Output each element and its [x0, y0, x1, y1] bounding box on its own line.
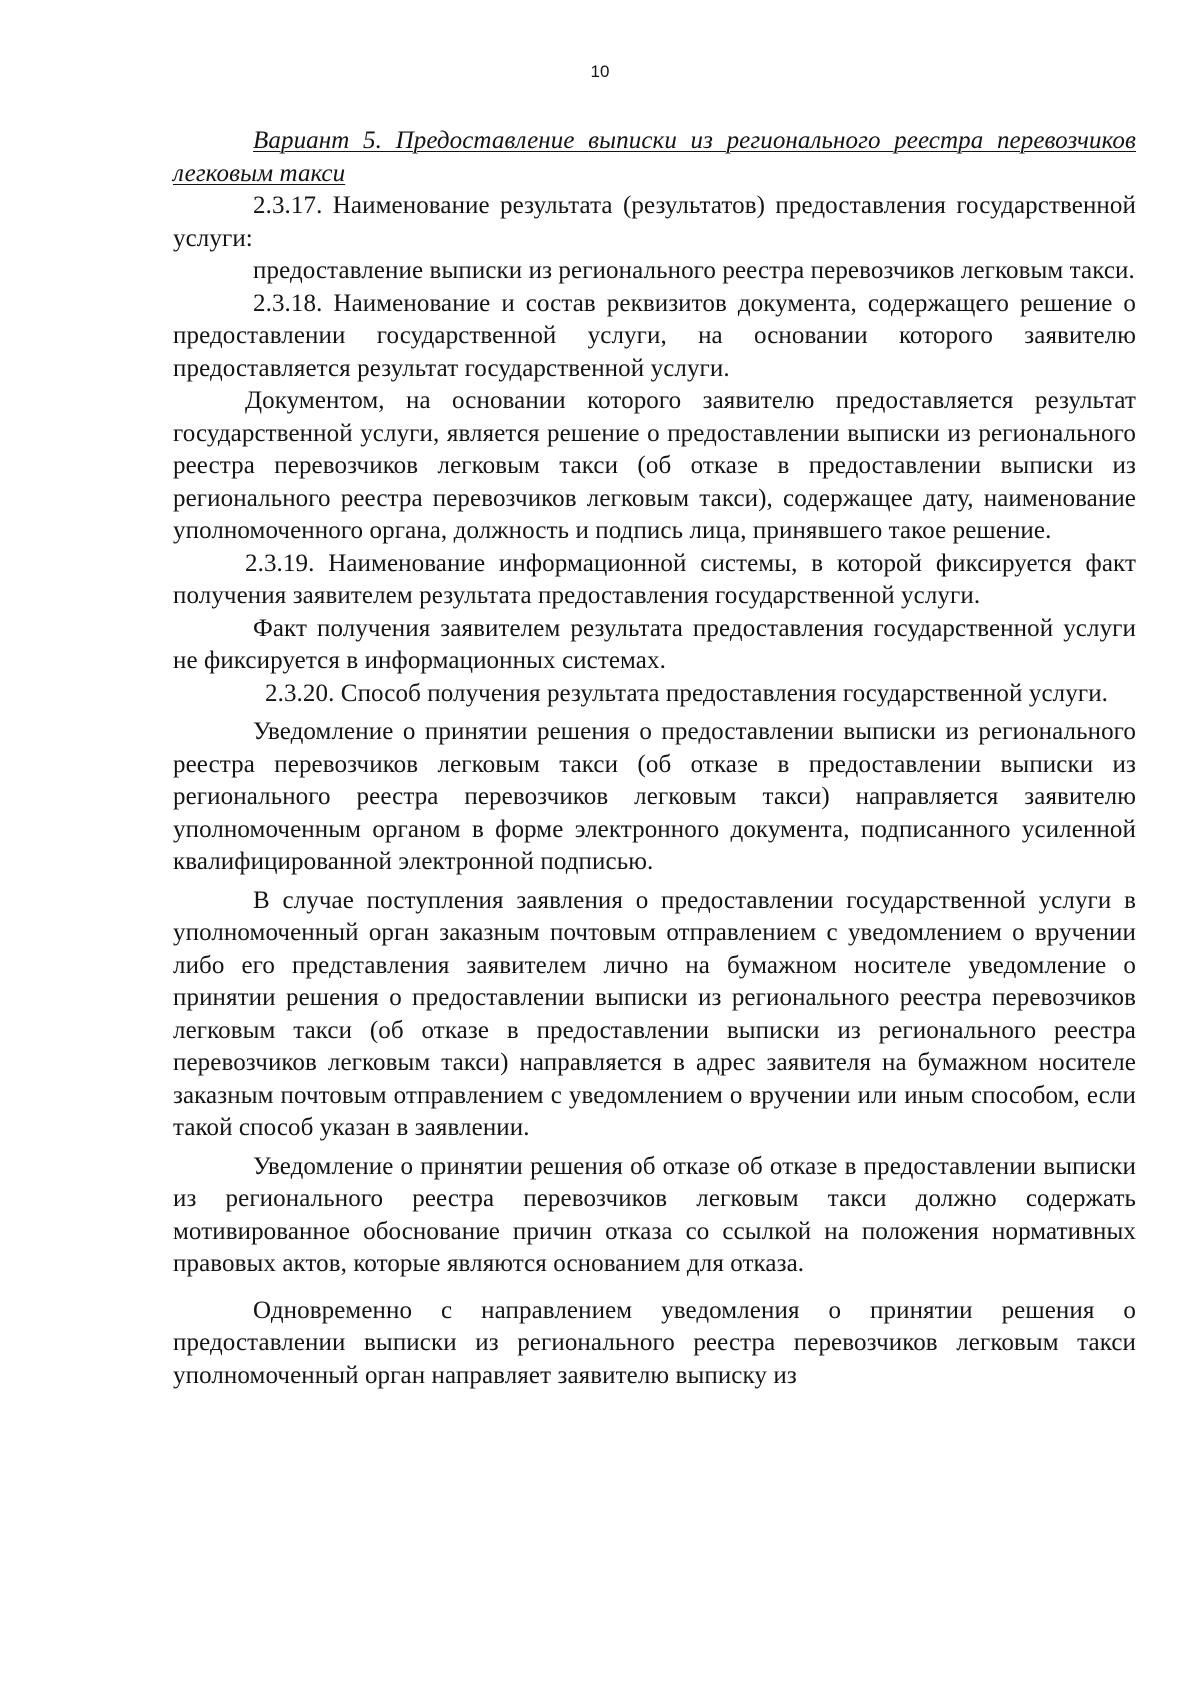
document-body: [173, 125, 1136, 1392]
paragraph-2-3-17: 2.3.17. Наименование результата (результатов) предоставления государственной услуги:: [173, 192, 1136, 252]
paragraph-document-description: Документом, на основании которого заявителю предоставляется результат государственной услуги, является решение о предоставлении выписки из регионального реестра перевозчиков легковым такси (об отказе в предоставлении выписки из регионального реестра перевозчиков легковым такси), содержащее дату, наименование уполномоченного органа, должность и подпись лица, принявшего такое решение.: [173, 387, 1136, 544]
section-heading: Вариант 5. Предоставление выписки из регионального реестра перевозчиков легковым такси: [173, 127, 1136, 187]
paragraph-paper-notice: В случае поступления заявления о предоставлении государственной услуги в уполномоченный орган заказным почтовым отправлением с уведомлением о вручении либо его представления заявителем лично на бумажном носителе уведомление о принятии решения о предоставлении выписки из регионального реестра перевозчиков легковым такси (об отказе в предоставлении выписки из регионального реестра перевозчиков легковым такси) направляется в адрес заявителя на бумажном носителе заказным почтовым отправлением с уведомлением о вручении или иным способом, если такой способ указан в заявлении.: [173, 886, 1136, 1141]
paragraph-fact-not-recorded: Факт получения заявителем результата предоставления государственной услуги не фиксируется в информационных системах.: [173, 614, 1136, 674]
paragraph-2-3-18: 2.3.18. Наименование и состав реквизитов документа, содержащего решение о предоставлении государственной услуги, на основании которого заявителю предоставляется результат государственной услуги.: [173, 289, 1136, 382]
page-number: 10: [590, 62, 610, 81]
paragraph-2-3-19: 2.3.19. Наименование информационной системы, в которой фиксируется факт получения заявителем результата предоставления государственной услуги.: [173, 549, 1136, 609]
paragraph-electronic-notice: Уведомление о принятии решения о предоставлении выписки из регионального реестра перевозчиков легковым такси (об отказе в предоставлении выписки из регионального реестра перевозчиков легковым такси) направляется заявителю уполномоченным органом в форме электронного документа, подписанного усиленной квалифицированной электронной подписью.: [173, 718, 1136, 875]
paragraph-simultaneous-extract: Одновременно с направлением уведомления о принятии решения о предоставлении выписки из регионального реестра перевозчиков легковым такси уполномоченный орган направляет заявителю выписку из: [173, 1296, 1136, 1389]
paragraph-2-3-20: 2.3.20. Способ получения результата предоставления государственной услуги.: [265, 679, 1109, 707]
paragraph-result-description: предоставление выписки из регионального реестра перевозчиков легковым такси.: [253, 257, 1135, 284]
paragraph-refusal-notice: Уведомление о принятии решения об отказе об отказе в предоставлении выписки из регионального реестра перевозчиков легковым такси должно содержать мотивированное обоснование причин отказа со ссылкой на положения нормативных правовых актов, которые являются основанием для отказа.: [173, 1152, 1136, 1277]
